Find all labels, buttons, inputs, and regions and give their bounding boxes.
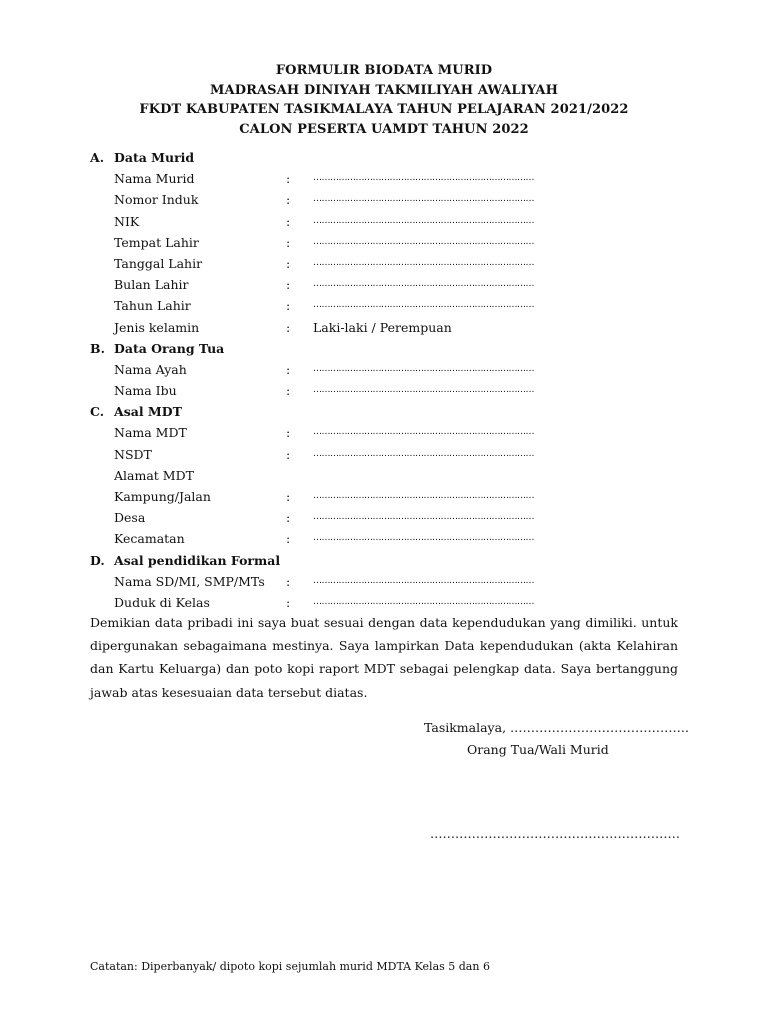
field-kecamatan [90, 528, 690, 549]
tahun-lahir-blank[interactable]: …………………………………………………………………… [313, 300, 534, 311]
field-label: Kecamatan [114, 531, 185, 547]
field-nama-ayah [90, 359, 690, 380]
field-desa [90, 507, 690, 528]
field-alamat-mdt [90, 465, 690, 486]
signature-blank[interactable]: …………………………………………………… [430, 826, 680, 841]
field-colon: : [286, 319, 291, 335]
field-label: Nama SD/MI, SMP/MTs [114, 573, 265, 589]
nama-mdt-blank[interactable]: …………………………………………………………………… [313, 427, 534, 438]
field-colon: : [286, 361, 291, 377]
field-label: Desa [114, 510, 146, 526]
field-kampung-jalan [90, 486, 690, 507]
kecamatan-blank[interactable]: …………………………………………………………………… [313, 533, 534, 544]
institution-name: MADRASAH DINIYAH TAKMILIYAH AWALIYAH [210, 82, 558, 98]
field-colon: : [286, 446, 291, 462]
field-label: Alamat MDT [114, 467, 194, 483]
field-colon: : [286, 234, 291, 250]
section-letter: A. [90, 150, 105, 165]
field-colon: : [286, 192, 291, 208]
statement-paragraph: Demikian data pribadi ini saya buat sesuai dengan data kependudukan yang dimiliki. untuk dipergunakan sebagaimana mestinya. Saya lampirkan Data kependudukan (akta Kelahiran dan Kartu Keluarga) dan poto kopi raport MDT sebagai pelengkap data. Saya bertanggung jawab atas kesesuaian data tersebut diatas. [90, 615, 678, 700]
bulan-lahir-blank[interactable]: …………………………………………………………………… [313, 279, 534, 290]
section-title: Data Orang Tua [114, 340, 225, 356]
field-duduk-di-kelas [90, 592, 690, 613]
section-title: Asal MDT [114, 404, 182, 420]
duduk-di-kelas-blank[interactable]: …………………………………………………………………… [313, 596, 534, 607]
field-tahun-lahir [90, 295, 690, 316]
tempat-lahir-blank[interactable]: …………………………………………………………………… [313, 236, 534, 247]
section-asal-mdt [90, 401, 690, 422]
section-letter: B. [90, 340, 105, 356]
form-header [0, 61, 768, 139]
field-colon: : [286, 573, 291, 589]
field-colon: : [286, 594, 291, 610]
field-label: Nomor Induk [114, 192, 199, 208]
field-colon: : [286, 531, 291, 547]
section-data-murid [90, 147, 690, 168]
section-data-orang-tua [90, 338, 690, 359]
field-label: Nama Murid [114, 171, 195, 187]
biodata-form [90, 147, 690, 613]
field-label: Bulan Lahir [114, 277, 189, 293]
field-colon: : [286, 255, 291, 271]
signer-title: Orang Tua/Wali Murid [467, 742, 609, 757]
field-label: Jenis kelamin [114, 319, 200, 335]
field-nama-ibu [90, 380, 690, 401]
place-date-line[interactable]: Tasikmalaya, ……………………………………. [424, 720, 689, 735]
field-label: Nama MDT [114, 425, 187, 441]
organization-year: FKDT KABUPATEN TASIKMALAYA TAHUN PELAJARAN 2021/2022 [139, 102, 629, 117]
section-letter: C. [90, 404, 105, 420]
nsdt-blank[interactable]: …………………………………………………………………… [313, 448, 534, 459]
kampung-jalan-blank[interactable]: …………………………………………………………………… [313, 491, 534, 501]
nama-sd-blank[interactable]: …………………………………………………………………… [313, 575, 534, 586]
section-letter: D. [90, 552, 105, 568]
field-nama-murid [90, 168, 690, 189]
field-tanggal-lahir [90, 253, 690, 274]
field-nama-sd [90, 571, 690, 592]
field-label: Kampung/Jalan [114, 489, 211, 504]
field-tempat-lahir [90, 232, 690, 253]
form-title: FORMULIR BIODATA MURID [275, 63, 493, 78]
field-colon: : [286, 510, 291, 526]
field-label: NIK [114, 213, 140, 229]
field-colon: : [286, 213, 291, 229]
field-label: NSDT [114, 446, 152, 462]
field-colon: : [286, 277, 291, 293]
section-title: Asal pendidikan Formal [114, 552, 281, 568]
field-colon: : [286, 425, 291, 441]
field-colon: : [286, 489, 291, 504]
field-label: Tahun Lahir [114, 298, 191, 314]
nik-blank[interactable]: …………………………………………………………………… [313, 215, 534, 226]
tanggal-lahir-blank[interactable]: …………………………………………………………………… [313, 257, 534, 268]
field-label: Nama Ayah [114, 361, 187, 377]
field-colon: : [286, 383, 291, 399]
field-nomor-induk [90, 189, 690, 210]
footer-note: Catatan: Diperbanyak/ dipoto kopi sejumlah murid MDTA Kelas 5 dan 6 [90, 960, 490, 973]
field-nik [90, 211, 690, 232]
field-label: Tanggal Lahir [114, 255, 203, 271]
field-label: Tempat Lahir [114, 234, 199, 250]
field-nama-mdt [90, 422, 690, 443]
jenis-kelamin-options[interactable]: Laki-laki / Perempuan [313, 319, 452, 335]
field-nsdt [90, 444, 690, 465]
desa-blank[interactable]: …………………………………………………………………… [313, 512, 534, 523]
section-title: Data Murid [114, 150, 195, 165]
field-label: Duduk di Kelas [114, 594, 210, 610]
field-jenis-kelamin [90, 317, 690, 338]
field-colon: : [286, 298, 291, 314]
nama-murid-blank[interactable]: …………………………………………………………………… [313, 173, 534, 184]
nama-ibu-blank[interactable]: …………………………………………………………………… [313, 385, 534, 396]
nama-ayah-blank[interactable]: …………………………………………………………………… [313, 363, 534, 374]
section-asal-pendidikan-formal [90, 550, 690, 571]
nomor-induk-blank[interactable]: …………………………………………………………………… [313, 194, 534, 205]
field-label: Nama Ibu [114, 383, 177, 399]
field-colon: : [286, 171, 291, 187]
field-bulan-lahir [90, 274, 690, 295]
exam-candidate-title: CALON PESERTA UAMDT TAHUN 2022 [239, 121, 529, 137]
